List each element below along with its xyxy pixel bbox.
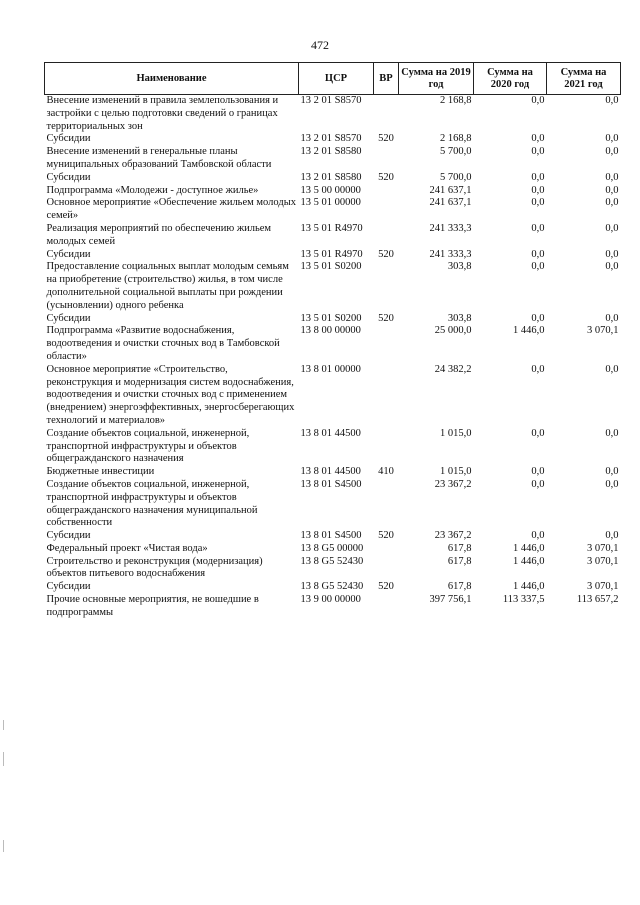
row-vr-cell: 520	[378, 133, 394, 145]
row-vr-cell	[374, 185, 399, 198]
row-sum-2020-cell: 0,0	[531, 95, 545, 106]
row-csr-cell: 13 8 01 S4500	[300, 478, 362, 490]
row-vr-cell: 410	[378, 466, 394, 478]
table-row	[45, 466, 621, 479]
row-name-cell: Основное мероприятие «Обеспечение жильем молодых семей»	[46, 197, 296, 222]
row-sum-2020-cell: 1 446,0	[513, 555, 545, 567]
row-sum-2020-cell: 0,0	[531, 171, 545, 183]
row-sum-2019-cell: 617,8	[447, 542, 472, 554]
row-sum-2019-cell: 25 000,0	[434, 325, 472, 337]
row-sum-2021-cell: 0,0	[605, 248, 619, 260]
row-sum-2021-cell: 0,0	[605, 222, 619, 234]
row-sum-2019-cell: 241 333,3	[429, 248, 472, 260]
row-sum-2019-cell: 617,8	[447, 581, 472, 593]
row-sum-2020-cell: 0,0	[531, 133, 545, 145]
row-sum-2021-cell: 0,0	[605, 363, 619, 375]
table-row	[45, 530, 621, 543]
row-name-cell: Строительство и реконструкция (модернизация) объектов питьевого водоснабжения	[46, 555, 263, 580]
row-sum-2020-cell: 0,0	[531, 466, 545, 478]
row-vr-cell	[374, 364, 399, 428]
row-sum-2021-cell: 0,0	[605, 530, 619, 542]
row-name-cell: Субсидии	[46, 312, 91, 324]
row-name-cell: Подпрограмма «Молодежи - доступное жилье»	[46, 184, 259, 196]
row-name-cell: Подпрограмма «Развитие водоснабжения, водоотведения и очистки сточных вод в Тамбовской области»	[46, 325, 280, 362]
table-body	[45, 95, 621, 620]
table-row	[45, 197, 621, 223]
row-vr-cell	[374, 223, 399, 249]
row-name-cell: Субсидии	[46, 530, 91, 542]
row-sum-2021-cell: 0,0	[605, 95, 619, 106]
row-sum-2021-cell: 0,0	[605, 171, 619, 183]
row-sum-2019-cell: 303,8	[447, 312, 472, 324]
row-name-cell: Субсидии	[46, 581, 91, 593]
row-name-cell: Предоставление социальных выплат молодым семьям на приобретение (строительство) жилья, в том числе дополнительной социальной выплаты при рождении (усыновлении) одного ребенка	[46, 261, 289, 311]
row-sum-2021-cell: 0,0	[605, 184, 619, 196]
row-sum-2019-cell: 1 015,0	[440, 466, 472, 478]
row-name-cell: Субсидии	[46, 171, 91, 183]
row-sum-2021-cell: 0,0	[605, 261, 619, 273]
row-csr-cell: 13 9 00 00000	[300, 594, 361, 606]
row-csr-cell: 13 8 01 44500	[300, 427, 361, 439]
row-vr-cell	[374, 479, 399, 530]
table-row	[45, 428, 621, 466]
row-csr-cell: 13 5 01 S0200	[300, 261, 362, 273]
row-sum-2021-cell: 3 070,1	[587, 555, 619, 567]
row-vr-cell: 520	[378, 171, 394, 183]
table-row	[45, 172, 621, 185]
header-name: Наименование	[45, 63, 299, 95]
row-sum-2021-cell: 113 657,2	[576, 594, 619, 606]
table-row	[45, 223, 621, 249]
row-sum-2020-cell: 0,0	[531, 197, 545, 209]
row-vr-cell	[374, 95, 399, 134]
header-vr: ВР	[374, 63, 399, 95]
table-row	[45, 479, 621, 530]
row-csr-cell: 13 8 G5 00000	[300, 542, 364, 554]
scan-edge-mark	[3, 720, 4, 730]
row-sum-2021-cell: 0,0	[605, 478, 619, 490]
row-sum-2019-cell: 5 700,0	[440, 146, 472, 158]
row-sum-2020-cell: 0,0	[531, 261, 545, 273]
row-name-cell: Внесение изменений в генеральные планы муниципальных образований Тамбовской области	[46, 146, 272, 170]
row-csr-cell: 13 2 01 S8570	[300, 133, 362, 145]
row-vr-cell	[374, 146, 399, 172]
row-sum-2020-cell: 1 446,0	[513, 542, 545, 554]
row-sum-2019-cell: 2 168,8	[440, 95, 472, 106]
table-row	[45, 556, 621, 582]
row-csr-cell: 13 8 00 00000	[300, 325, 361, 337]
row-sum-2020-cell: 0,0	[531, 248, 545, 260]
row-vr-cell	[374, 594, 399, 620]
row-csr-cell: 13 8 G5 52430	[300, 581, 364, 593]
table-row	[45, 581, 621, 594]
row-sum-2019-cell: 23 367,2	[434, 478, 472, 490]
row-vr-cell: 520	[378, 312, 394, 324]
row-csr-cell: 13 8 01 00000	[300, 363, 361, 375]
row-csr-cell: 13 8 01 S4500	[300, 530, 362, 542]
table-row	[45, 249, 621, 262]
budget-table	[44, 62, 621, 620]
row-csr-cell: 13 5 01 00000	[300, 197, 361, 209]
row-vr-cell	[374, 543, 399, 556]
row-name-cell: Основное мероприятие «Строительство, реконструкция и модернизация систем водоснабжения, водоотведения и очистки сточных вод с применением (внедрением) энергоэффективных, энергосберегающих технологий и материалов»	[46, 363, 295, 426]
row-sum-2019-cell: 397 756,1	[429, 594, 472, 606]
row-sum-2019-cell: 2 168,8	[440, 133, 472, 145]
row-sum-2019-cell: 241 333,3	[429, 222, 472, 234]
table-row	[45, 594, 621, 620]
table-row	[45, 133, 621, 146]
table-row	[45, 95, 621, 134]
table-row	[45, 364, 621, 428]
row-sum-2021-cell: 0,0	[605, 312, 619, 324]
row-vr-cell	[374, 556, 399, 582]
row-csr-cell: 13 2 01 S8580	[300, 171, 362, 183]
header-sum-2019: Сумма на 2019 год	[399, 63, 474, 95]
row-csr-cell: 13 2 01 S8580	[300, 146, 362, 158]
row-name-cell: Внесение изменений в правила землепользования и застройки с целью подготовки сведений о границах территориальных зон	[46, 95, 279, 132]
row-sum-2019-cell: 23 367,2	[434, 530, 472, 542]
row-sum-2020-cell: 0,0	[531, 530, 545, 542]
row-sum-2021-cell: 3 070,1	[587, 581, 619, 593]
row-vr-cell: 520	[378, 530, 394, 542]
row-sum-2019-cell: 303,8	[447, 261, 472, 273]
row-vr-cell	[374, 261, 399, 312]
table-row	[45, 543, 621, 556]
row-sum-2020-cell: 0,0	[531, 184, 545, 196]
row-sum-2019-cell: 1 015,0	[440, 427, 472, 439]
row-sum-2021-cell: 0,0	[605, 466, 619, 478]
row-name-cell: Создание объектов социальной, инженерной, транспортной инфраструктуры и объектов общегражданского назначения муниципальной собственности	[46, 478, 258, 529]
row-vr-cell	[374, 197, 399, 223]
row-sum-2021-cell: 0,0	[605, 197, 619, 209]
table-row	[45, 146, 621, 172]
row-name-cell: Прочие основные мероприятия, не вошедшие в подпрограммы	[46, 594, 259, 618]
row-csr-cell: 13 5 01 S0200	[300, 312, 362, 324]
row-sum-2021-cell: 3 070,1	[587, 542, 619, 554]
row-csr-cell: 13 5 01 R4970	[300, 222, 363, 234]
row-sum-2019-cell: 241 637,1	[429, 184, 472, 196]
header-csr: ЦСР	[299, 63, 374, 95]
row-sum-2019-cell: 241 637,1	[429, 197, 472, 209]
row-name-cell: Создание объектов социальной, инженерной, транспортной инфраструктуры и объектов общегражданского назначения	[46, 427, 250, 465]
row-sum-2020-cell: 0,0	[531, 478, 545, 490]
table-header-row	[45, 63, 621, 95]
row-name-cell: Субсидии	[46, 248, 91, 260]
row-sum-2021-cell: 0,0	[605, 427, 619, 439]
table-row	[45, 325, 621, 363]
row-sum-2020-cell: 0,0	[531, 312, 545, 324]
row-csr-cell: 13 2 01 S8570	[300, 95, 362, 106]
header-sum-2020: Сумма на 2020 год	[474, 63, 547, 95]
row-sum-2020-cell: 113 337,5	[502, 594, 545, 606]
row-sum-2019-cell: 617,8	[447, 555, 472, 567]
row-sum-2020-cell: 0,0	[531, 363, 545, 375]
row-csr-cell: 13 8 01 44500	[300, 466, 361, 478]
row-vr-cell	[374, 428, 399, 466]
row-csr-cell: 13 8 G5 52430	[300, 555, 364, 567]
page-number: 472	[311, 38, 329, 52]
scan-edge-mark	[3, 840, 4, 852]
row-sum-2019-cell: 5 700,0	[440, 171, 472, 183]
row-csr-cell: 13 5 00 00000	[300, 184, 361, 196]
row-name-cell: Бюджетные инвестиции	[46, 466, 155, 478]
row-sum-2021-cell: 0,0	[605, 146, 619, 158]
row-name-cell: Федеральный проект «Чистая вода»	[46, 542, 208, 554]
row-sum-2021-cell: 0,0	[605, 133, 619, 145]
row-vr-cell: 520	[378, 248, 394, 260]
row-sum-2020-cell: 0,0	[531, 427, 545, 439]
row-sum-2020-cell: 1 446,0	[513, 325, 545, 337]
row-sum-2019-cell: 24 382,2	[434, 363, 472, 375]
table-row	[45, 261, 621, 312]
row-sum-2021-cell: 3 070,1	[587, 325, 619, 337]
row-name-cell: Субсидии	[46, 133, 91, 145]
row-sum-2020-cell: 0,0	[531, 146, 545, 158]
row-vr-cell: 520	[378, 581, 394, 593]
row-sum-2020-cell: 1 446,0	[513, 581, 545, 593]
table-row	[45, 313, 621, 326]
row-vr-cell	[374, 325, 399, 363]
scan-edge-mark	[3, 752, 4, 766]
row-name-cell: Реализация мероприятий по обеспечению жильем молодых семей	[46, 222, 272, 247]
table-row	[45, 185, 621, 198]
row-sum-2020-cell: 0,0	[531, 222, 545, 234]
row-csr-cell: 13 5 01 R4970	[300, 248, 363, 260]
header-sum-2021: Сумма на 2021 год	[547, 63, 621, 95]
